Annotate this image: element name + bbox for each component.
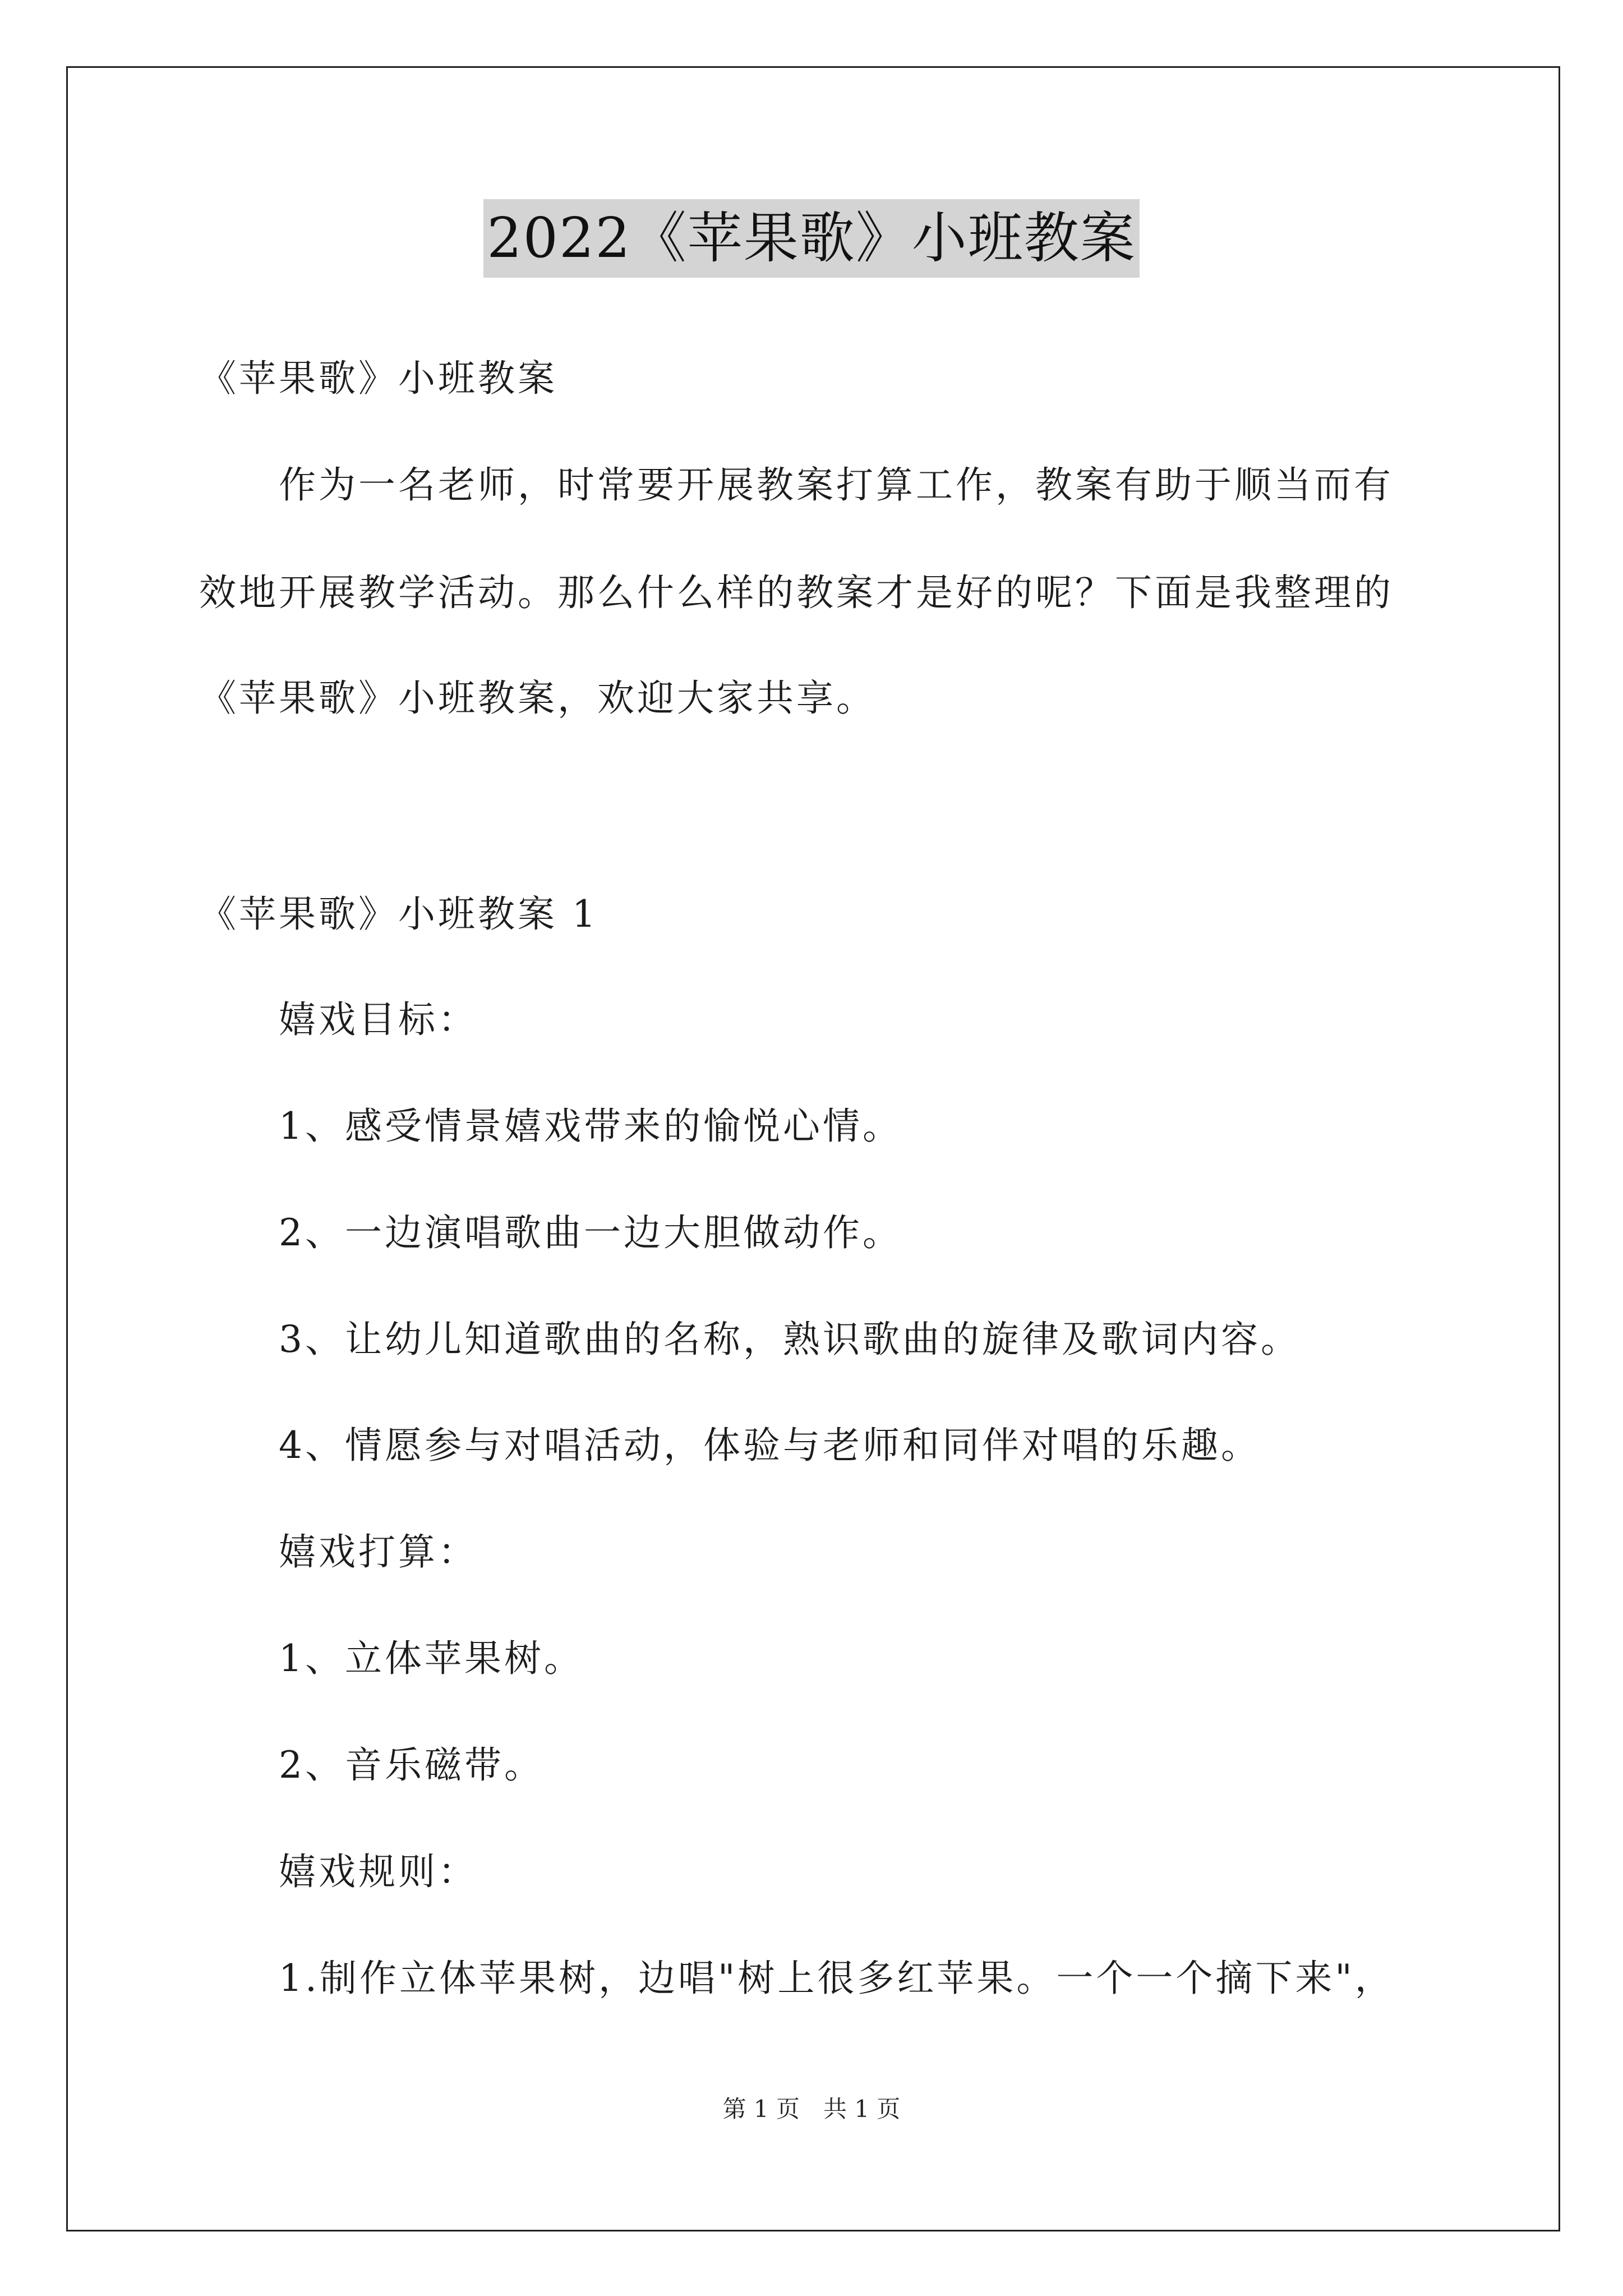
rules-heading: 嬉戏规则： — [279, 1850, 478, 1893]
goals-heading: 嬉戏目标： — [279, 998, 478, 1041]
prep-item-2: 2、音乐磁带。 — [279, 1743, 544, 1787]
goal-item-2: 2、一边演唱歌曲一边大胆做动作。 — [279, 1211, 902, 1254]
intro-line-2: 效地开展教学活动。那么什么样的教案才是好的呢？下面是我整理的 — [199, 571, 1394, 614]
page-number-footer: 第 1 页 共 1 页 — [722, 2095, 901, 2123]
goal-item-3: 3、让幼儿知道歌曲的名称，熟识歌曲的旋律及歌词内容。 — [279, 1318, 1301, 1361]
title-container — [0, 199, 1623, 278]
subtitle: 《苹果歌》小班教案 — [199, 357, 557, 400]
intro-line-1: 作为一名老师，时常要开展教案打算工作，教案有助于顺当而有 — [279, 463, 1394, 507]
goal-item-1: 1、感受情景嬉戏带来的愉悦心情。 — [279, 1105, 902, 1148]
rule-item-1: 1.制作立体苹果树，边唱"树上很多红苹果。一个一个摘下来"， — [279, 1957, 1395, 2000]
prep-item-1: 1、立体苹果树。 — [279, 1637, 584, 1680]
prep-heading: 嬉戏打算： — [279, 1530, 478, 1573]
intro-line-3: 《苹果歌》小班教案，欢迎大家共享。 — [199, 677, 876, 720]
document-title: 2022《苹果歌》小班教案 — [483, 199, 1139, 278]
goal-item-4: 4、情愿参与对唱活动，体验与老师和同伴对唱的乐趣。 — [279, 1424, 1261, 1467]
section-heading-1: 《苹果歌》小班教案 1 — [199, 892, 598, 936]
